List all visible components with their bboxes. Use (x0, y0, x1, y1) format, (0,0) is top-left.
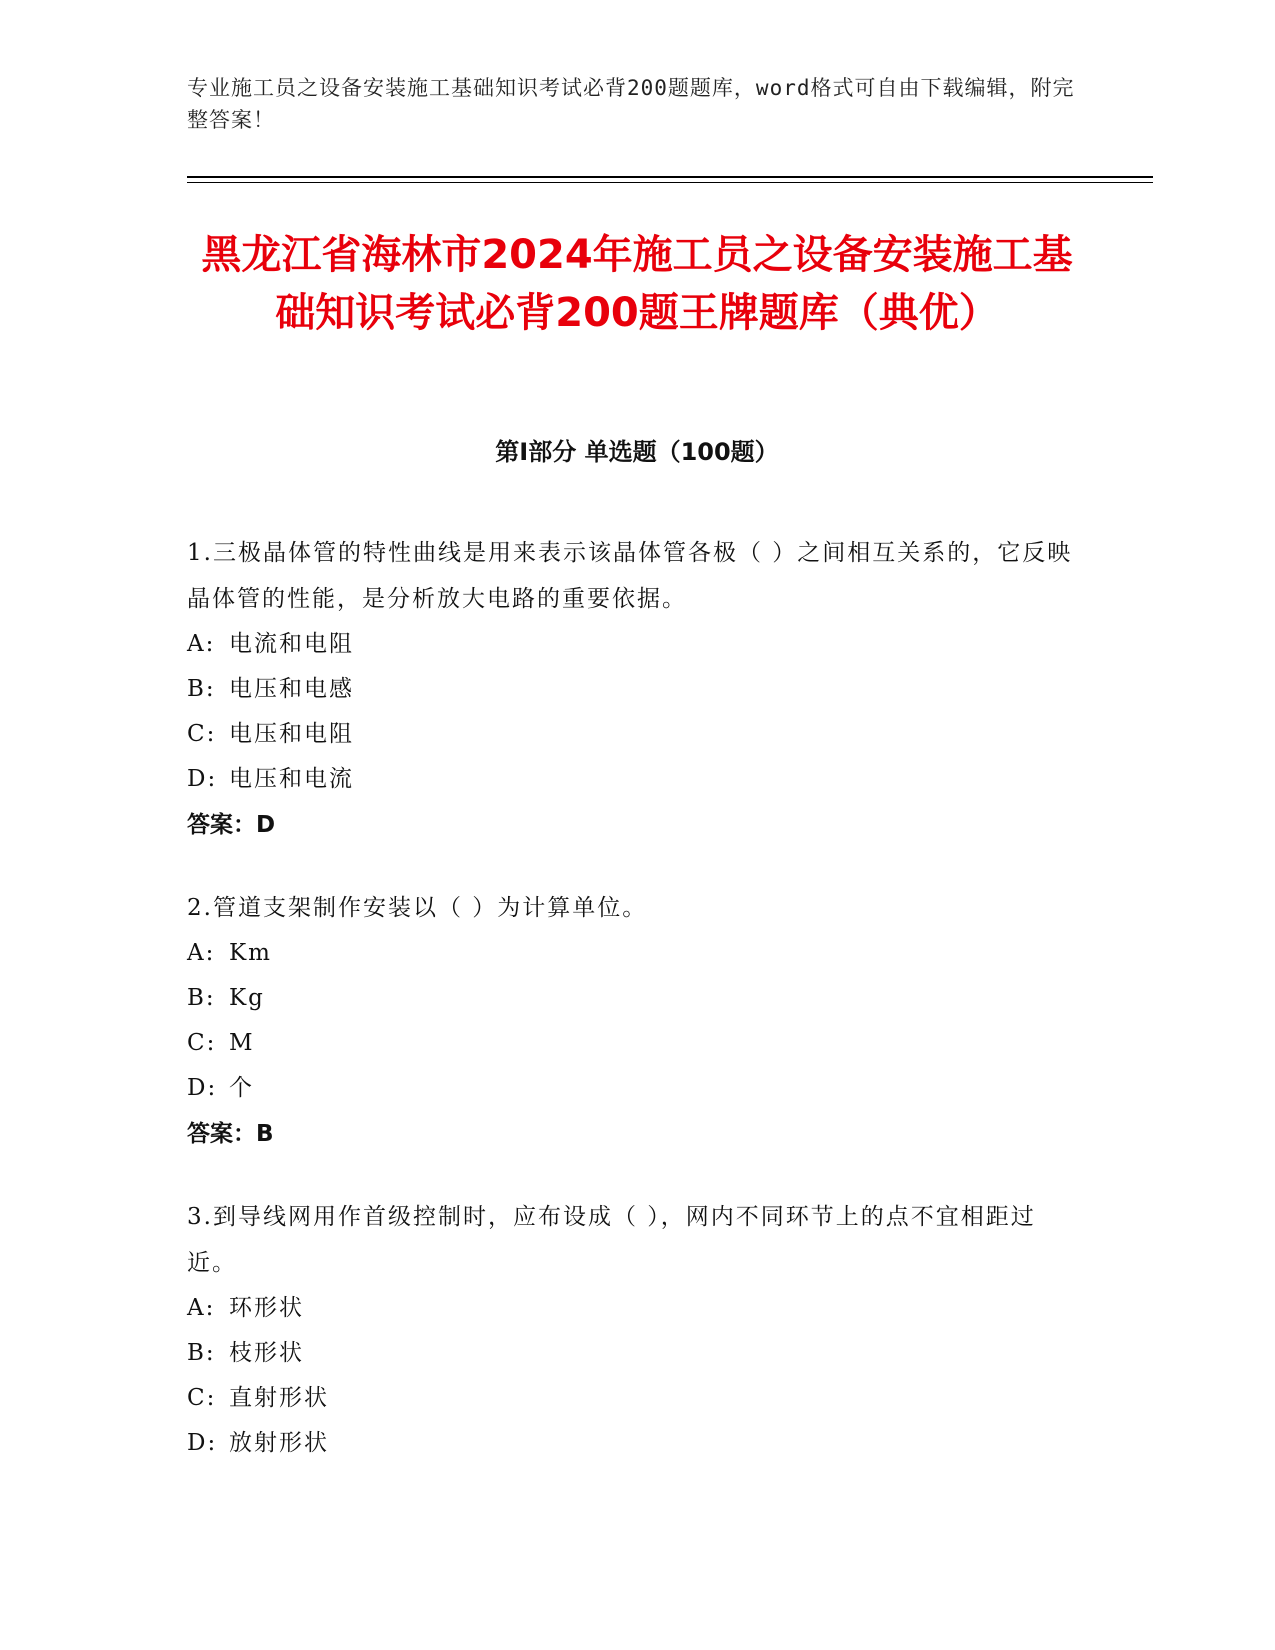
option-text: 电压和电流 (229, 766, 354, 792)
option-d (187, 1066, 1077, 1111)
question-stem: 2.管道支架制作安装以（ ）为计算单位。 (187, 895, 648, 921)
option-letter: C: (187, 1030, 217, 1056)
header-note: 专业施工员之设备安装施工基础知识考试必背200题题库，word格式可自由下载编辑，附完整答案！ (187, 76, 1075, 132)
option-letter: C: (187, 721, 217, 747)
option-letter: A: (187, 940, 216, 966)
option-b (187, 1331, 1077, 1376)
option-text: 电压和电阻 (229, 721, 354, 747)
option-letter: C: (187, 1385, 217, 1411)
question-list (187, 530, 1077, 1503)
question-stem: 3.到导线网用作首级控制时，应布设成（ ），网内不同环节上的点不宜相距过近。 (187, 1204, 1036, 1276)
option-text: 个 (229, 1075, 254, 1101)
option-text: 环形状 (229, 1295, 304, 1321)
question-1 (187, 530, 1077, 848)
section-title: 第I部分 单选题（100题） (495, 438, 779, 466)
option-a (187, 931, 1077, 976)
option-d (187, 1421, 1077, 1466)
option-letter: A: (187, 631, 216, 657)
option-text: 放射形状 (229, 1430, 329, 1456)
option-d (187, 757, 1077, 802)
option-letter: D: (187, 1075, 218, 1101)
option-a (187, 622, 1077, 667)
option-text: Kg (229, 985, 265, 1011)
header-rule-thin (187, 182, 1153, 183)
option-c (187, 1376, 1077, 1421)
option-c (187, 712, 1077, 757)
option-text: 电流和电阻 (229, 631, 354, 657)
option-b (187, 976, 1077, 1021)
option-text: M (229, 1030, 255, 1056)
question-3 (187, 1194, 1077, 1466)
question-2 (187, 885, 1077, 1157)
option-text: 枝形状 (229, 1340, 304, 1366)
option-letter: B: (187, 676, 216, 702)
header-rule-thick (187, 176, 1153, 178)
option-letter: D: (187, 1430, 218, 1456)
option-text: 电压和电感 (229, 676, 354, 702)
option-letter: B: (187, 985, 216, 1011)
option-c (187, 1021, 1077, 1066)
answer-line: 答案：D (187, 812, 276, 838)
answer-line: 答案：B (187, 1121, 274, 1147)
option-text: Km (229, 940, 272, 966)
option-text: 直射形状 (229, 1385, 329, 1411)
option-letter: A: (187, 1295, 216, 1321)
option-b (187, 667, 1077, 712)
document-title: 黑龙江省海林市2024年施工员之设备安装施工基础知识考试必背200题王牌题库（典优） (201, 232, 1073, 336)
option-letter: B: (187, 1340, 216, 1366)
question-stem: 1.三极晶体管的特性曲线是用来表示该晶体管各极（ ）之间相互关系的，它反映晶体管的性能，是分析放大电路的重要依据。 (187, 540, 1073, 612)
option-letter: D: (187, 766, 218, 792)
option-a (187, 1286, 1077, 1331)
